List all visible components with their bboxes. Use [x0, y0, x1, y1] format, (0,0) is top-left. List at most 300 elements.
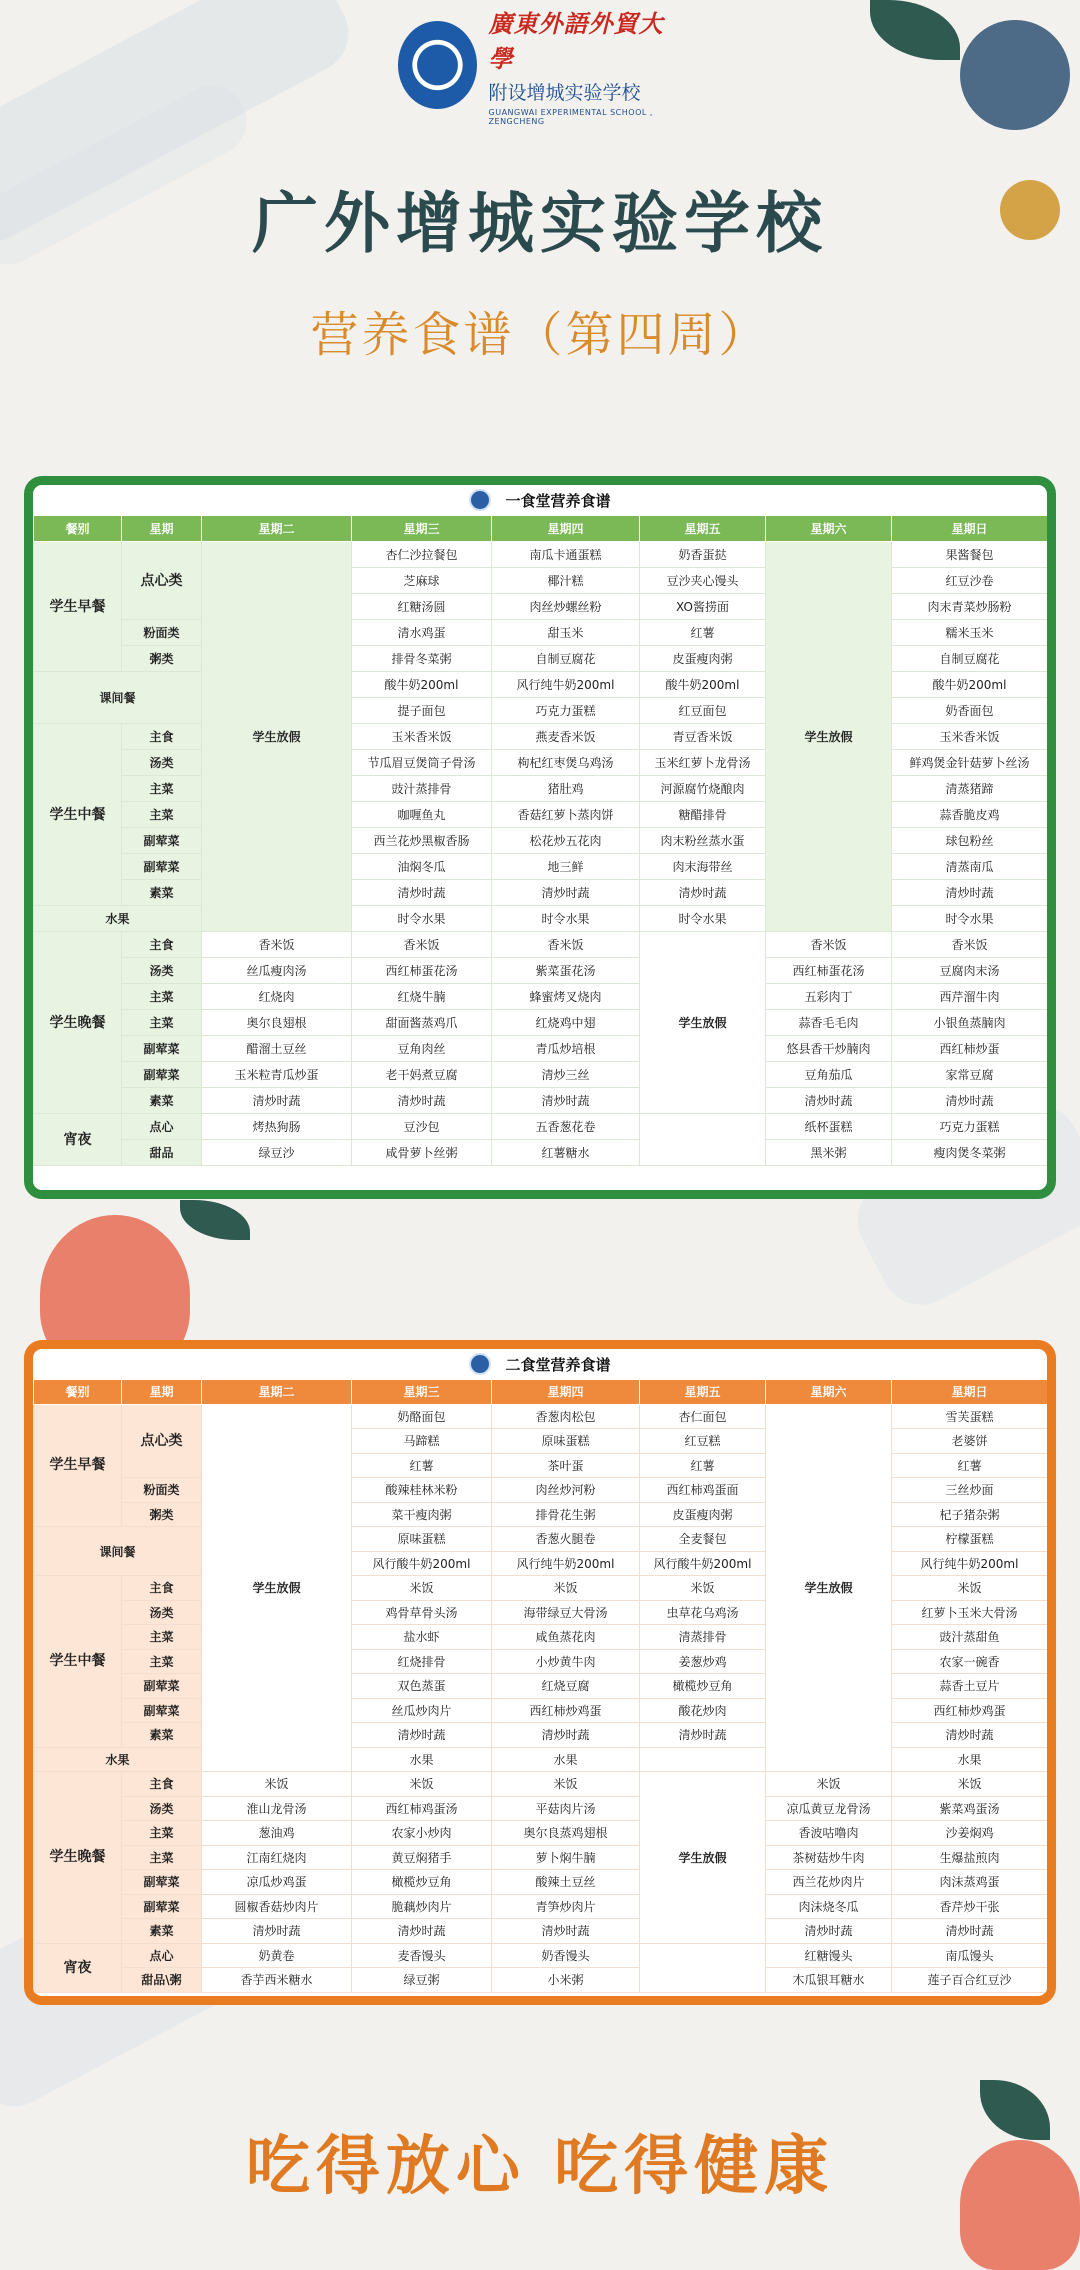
- menu-cell: 原味蛋糕: [352, 1527, 492, 1552]
- table-row: [34, 1968, 1048, 1993]
- menu-cell: 双色蒸蛋: [352, 1674, 492, 1699]
- school-name-block: [489, 4, 688, 126]
- menu-cell: 米饭: [352, 1576, 492, 1601]
- menu-cell: 时令水果: [492, 906, 640, 932]
- menu-cell: 姜葱炒鸡: [640, 1649, 766, 1674]
- menu-cell: 小炒黄牛肉: [492, 1649, 640, 1674]
- menu-cell: 盐水虾: [352, 1625, 492, 1650]
- menu-cell: 老婆饼: [892, 1429, 1048, 1454]
- menu-cell: 酸辣桂林米粉: [352, 1478, 492, 1503]
- menu-cell: 清炒时蔬: [640, 1723, 766, 1748]
- menu-cell: 豆角茄瓜: [766, 1062, 892, 1088]
- table-row: [34, 1747, 1048, 1772]
- menu-cell: 葱油鸡: [202, 1821, 352, 1846]
- canteen2-menu-card: [24, 1340, 1056, 2005]
- header-cell: 星期日: [892, 516, 1048, 542]
- slogan: 吃得放心 吃得健康: [245, 2130, 835, 2204]
- category-label: 素菜: [122, 1919, 202, 1944]
- menu-cell: 紫菜鸡蛋汤: [892, 1796, 1048, 1821]
- category-label: 点心: [122, 1943, 202, 1968]
- canteen1-title-bar: [33, 485, 1047, 515]
- menu-cell: 莲子百合红豆沙: [892, 1968, 1048, 1993]
- table-row: [34, 1478, 1048, 1503]
- menu-cell: 米饭: [352, 1772, 492, 1797]
- table-row: [34, 1894, 1048, 1919]
- school-english-name: GUANGWAI EXPERIMENTAL SCHOOL , ZENGCHENG: [488, 108, 653, 126]
- table-row: [34, 1600, 1048, 1625]
- category-label: 主菜: [122, 802, 202, 828]
- canteen1-menu-card: [24, 476, 1056, 1199]
- menu-cell: 红烧排骨: [352, 1649, 492, 1674]
- table-row: [34, 1062, 1048, 1088]
- menu-cell: 红烧牛腩: [352, 984, 492, 1010]
- menu-cell: 香葱肉松包: [492, 1404, 640, 1429]
- menu-cell: 提子面包: [352, 698, 492, 724]
- menu-cell: 农家小炒肉: [352, 1821, 492, 1846]
- menu-cell: 绿豆粥: [352, 1968, 492, 1993]
- menu-cell: 清蒸猪蹄: [892, 776, 1048, 802]
- menu-cell: 西红柿鸡蛋汤: [352, 1796, 492, 1821]
- menu-cell: 玉米红萝卜龙骨汤: [640, 750, 766, 776]
- table-row: [34, 1404, 1048, 1429]
- menu-cell: 柠檬蛋糕: [892, 1527, 1048, 1552]
- menu-cell: 农家一碗香: [892, 1649, 1048, 1674]
- school-logo: [398, 9, 688, 126]
- menu-cell: 五彩肉丁: [766, 984, 892, 1010]
- page-subtitle: 营养食谱（第四周）: [310, 307, 770, 363]
- menu-cell: 西红柿炒蛋: [892, 1036, 1048, 1062]
- category-label: 素菜: [122, 1723, 202, 1748]
- section-label: 课间餐: [34, 1527, 202, 1576]
- table-row: [34, 802, 1048, 828]
- menu-cell: 西红柿炒鸡蛋: [892, 1698, 1048, 1723]
- menu-cell: 玉米香米饭: [352, 724, 492, 750]
- menu-cell: 茶树菇炒牛肉: [766, 1845, 892, 1870]
- menu-cell: 木瓜银耳糖水: [766, 1968, 892, 1993]
- header-cell: 星期二: [202, 516, 352, 542]
- category-label: 点心: [122, 1114, 202, 1140]
- menu-cell: 西红柿炒鸡蛋: [492, 1698, 640, 1723]
- header-cell: 星期三: [352, 516, 492, 542]
- page-title: 广外增城实验学校: [252, 185, 828, 262]
- menu-cell: 蒜香土豆片: [892, 1674, 1048, 1699]
- decor-leaf-shape: [870, 0, 960, 60]
- menu-cell: 香菇红萝卜蒸肉饼: [492, 802, 640, 828]
- school-emblem-icon: [469, 489, 491, 511]
- table-row: [34, 1502, 1048, 1527]
- table-row: [34, 724, 1048, 750]
- category-label: 汤类: [122, 750, 202, 776]
- table-row: [34, 984, 1048, 1010]
- menu-cell: 麦香馒头: [352, 1943, 492, 1968]
- menu-cell: 虫草花乌鸡汤: [640, 1600, 766, 1625]
- menu-cell: 清炒时蔬: [892, 1088, 1048, 1114]
- menu-cell: 鲜鸡煲金针菇萝卜丝汤: [892, 750, 1048, 776]
- table-row: [34, 542, 1048, 568]
- category-label: 甜品\粥: [122, 1968, 202, 1993]
- category-label: 主食: [122, 1576, 202, 1601]
- menu-cell: 酸辣土豆丝: [492, 1870, 640, 1895]
- table-row: [34, 620, 1048, 646]
- menu-cell: 红糖馒头: [766, 1943, 892, 1968]
- menu-cell: 老干妈煮豆腐: [352, 1062, 492, 1088]
- menu-cell: 红烧肉: [202, 984, 352, 1010]
- menu-cell: 皮蛋瘦肉粥: [640, 1502, 766, 1527]
- menu-cell: 香米饭: [352, 932, 492, 958]
- canteen1-menu-table: [33, 515, 1047, 1166]
- school-subtitle: 附设增城实验学校: [488, 82, 641, 104]
- menu-cell: 西红柿蛋花汤: [352, 958, 492, 984]
- menu-cell: 甜玉米: [492, 620, 640, 646]
- menu-cell: 甜面酱蒸鸡爪: [352, 1010, 492, 1036]
- table-row: [34, 776, 1048, 802]
- table-header-row: [34, 1380, 1048, 1405]
- category-label: 粥类: [122, 646, 202, 672]
- day-off-cell: 学生放假: [202, 1404, 352, 1772]
- menu-cell: 丝瓜瘦肉汤: [202, 958, 352, 984]
- header-cell: 星期: [122, 516, 202, 542]
- menu-cell: 酸牛奶200ml: [640, 672, 766, 698]
- canteen2-title-bar: [33, 1349, 1047, 1379]
- menu-cell: 肉沫蒸鸡蛋: [892, 1870, 1048, 1895]
- menu-cell: 豆角肉丝: [352, 1036, 492, 1062]
- category-label: 副荤菜: [122, 1870, 202, 1895]
- header-cell: 星期六: [766, 1380, 892, 1405]
- menu-cell: 丝瓜炒肉片: [352, 1698, 492, 1723]
- menu-cell: 红薯糖水: [492, 1140, 640, 1166]
- menu-cell: 肉末海带丝: [640, 854, 766, 880]
- menu-cell: 清炒时蔬: [492, 1919, 640, 1944]
- menu-cell: 清炒时蔬: [766, 1919, 892, 1944]
- menu-cell: 球包粉丝: [892, 828, 1048, 854]
- menu-cell: 生爆盐煎肉: [892, 1845, 1048, 1870]
- table-row: [34, 1698, 1048, 1723]
- menu-cell: 咸鱼蒸花肉: [492, 1625, 640, 1650]
- menu-cell: 米饭: [492, 1772, 640, 1797]
- menu-cell: 海带绿豆大骨汤: [492, 1600, 640, 1625]
- menu-cell: 红烧鸡中翅: [492, 1010, 640, 1036]
- category-label: 粥类: [122, 1502, 202, 1527]
- table-row: [34, 646, 1048, 672]
- section-label: 水果: [34, 906, 202, 932]
- menu-cell: 芝麻球: [352, 568, 492, 594]
- section-label: 学生早餐: [34, 1404, 122, 1527]
- menu-cell: 糯米玉米: [892, 620, 1048, 646]
- menu-cell: 红糖汤圆: [352, 594, 492, 620]
- header-cell: 星期日: [892, 1380, 1048, 1405]
- menu-cell: 蜂蜜烤叉烧肉: [492, 984, 640, 1010]
- menu-cell: 米饭: [892, 1576, 1048, 1601]
- category-label: 主食: [122, 932, 202, 958]
- menu-cell: 米饭: [640, 1576, 766, 1601]
- day-off-cell: 学生放假: [640, 1772, 766, 1944]
- menu-cell: 清炒时蔬: [492, 1723, 640, 1748]
- menu-cell: 清炒时蔬: [202, 1919, 352, 1944]
- table-row: [34, 672, 1048, 698]
- table-row: [34, 1036, 1048, 1062]
- section-label: 课间餐: [34, 672, 202, 724]
- menu-cell: 香葱火腿卷: [492, 1527, 640, 1552]
- table-header-row: [34, 516, 1048, 542]
- menu-cell: 红薯: [640, 620, 766, 646]
- category-label: 粉面类: [122, 1478, 202, 1503]
- header-cell: 星期四: [492, 1380, 640, 1405]
- menu-cell: 米饭: [492, 1576, 640, 1601]
- header-cell: 星期: [122, 1380, 202, 1405]
- menu-cell: 肉沫烧冬瓜: [766, 1894, 892, 1919]
- menu-cell: 江南红烧肉: [202, 1845, 352, 1870]
- category-label: 汤类: [122, 958, 202, 984]
- table-row: [34, 1845, 1048, 1870]
- category-label: 主食: [122, 724, 202, 750]
- menu-cell: 香米饭: [492, 932, 640, 958]
- section-label: 学生早餐: [34, 542, 122, 672]
- menu-cell: 马蹄糕: [352, 1429, 492, 1454]
- table-row: [34, 906, 1048, 932]
- menu-cell: 悠县香干炒腩肉: [766, 1036, 892, 1062]
- menu-cell: 玉米粒青瓜炒蛋: [202, 1062, 352, 1088]
- menu-cell: 南瓜馒头: [892, 1943, 1048, 1968]
- menu-cell: 米饭: [766, 1772, 892, 1797]
- menu-cell: 红薯: [640, 1453, 766, 1478]
- table-row: [34, 854, 1048, 880]
- menu-cell: 家常豆腐: [892, 1062, 1048, 1088]
- category-label: 主菜: [122, 776, 202, 802]
- university-name: 廣東外語外貿大學: [488, 9, 664, 73]
- menu-cell: 青豆香米饭: [640, 724, 766, 750]
- menu-cell: 排骨花生粥: [492, 1502, 640, 1527]
- menu-cell: 肉末粉丝蒸水蛋: [640, 828, 766, 854]
- category-label: 副荤菜: [122, 854, 202, 880]
- table-row: [34, 1114, 1048, 1140]
- category-label: 副荤菜: [122, 1674, 202, 1699]
- menu-cell: 果酱餐包: [892, 542, 1048, 568]
- menu-cell: 清炒时蔬: [352, 880, 492, 906]
- menu-cell: 咖喱鱼丸: [352, 802, 492, 828]
- menu-cell: 奶香面包: [892, 698, 1048, 724]
- menu-cell: 红萝卜玉米大骨汤: [892, 1600, 1048, 1625]
- table-row: [34, 1796, 1048, 1821]
- menu-cell: 奥尔良翅根: [202, 1010, 352, 1036]
- header-cell: 星期五: [640, 1380, 766, 1405]
- menu-cell: 风行纯牛奶200ml: [892, 1551, 1048, 1576]
- menu-cell: 西兰花炒黑椒香肠: [352, 828, 492, 854]
- category-label: 粉面类: [122, 620, 202, 646]
- category-label: 主菜: [122, 1649, 202, 1674]
- table-row: [34, 828, 1048, 854]
- category-label: 副荤菜: [122, 1698, 202, 1723]
- category-label: 主菜: [122, 1821, 202, 1846]
- menu-cell: 菜干瘦肉粥: [352, 1502, 492, 1527]
- menu-cell: XO酱捞面: [640, 594, 766, 620]
- menu-cell: 油焖冬瓜: [352, 854, 492, 880]
- section-label: 学生晚餐: [34, 1772, 122, 1944]
- table-row: [34, 1821, 1048, 1846]
- menu-cell: 清炒时蔬: [352, 1088, 492, 1114]
- section-label: 学生中餐: [34, 1576, 122, 1748]
- menu-cell: 玉米香米饭: [892, 724, 1048, 750]
- menu-cell: 时令水果: [352, 906, 492, 932]
- category-label: 甜品: [122, 1140, 202, 1166]
- empty-cell: [640, 1943, 766, 1992]
- menu-cell: 清炒时蔬: [892, 1723, 1048, 1748]
- menu-cell: 豆腐肉末汤: [892, 958, 1048, 984]
- table-row: [34, 932, 1048, 958]
- menu-cell: 枸杞红枣煲乌鸡汤: [492, 750, 640, 776]
- menu-cell: 橄榄炒豆角: [640, 1674, 766, 1699]
- menu-cell: 奶黄卷: [202, 1943, 352, 1968]
- menu-cell: 奥尔良蒸鸡翅根: [492, 1821, 640, 1846]
- menu-cell: 香米饭: [892, 932, 1048, 958]
- table-row: [34, 958, 1048, 984]
- category-label: 点心类: [122, 542, 202, 620]
- section-label: 学生中餐: [34, 724, 122, 906]
- table-row: [34, 1527, 1048, 1552]
- menu-cell: 沙姜焖鸡: [892, 1821, 1048, 1846]
- menu-cell: 萝卜焖牛腩: [492, 1845, 640, 1870]
- table-row: [34, 1625, 1048, 1650]
- menu-cell: 肉丝炒螺丝粉: [492, 594, 640, 620]
- menu-cell: 平菇肉片汤: [492, 1796, 640, 1821]
- menu-cell: 奶香馒头: [492, 1943, 640, 1968]
- category-label: 主菜: [122, 1010, 202, 1036]
- day-off-cell: 学生放假: [640, 932, 766, 1114]
- menu-cell: 米饭: [202, 1772, 352, 1797]
- menu-cell: 清炒时蔬: [352, 1723, 492, 1748]
- menu-cell: 杞子猪杂粥: [892, 1502, 1048, 1527]
- menu-cell: 小米粥: [492, 1968, 640, 1993]
- menu-cell: 燕麦香米饭: [492, 724, 640, 750]
- header-cell: 星期五: [640, 516, 766, 542]
- menu-cell: 香米饭: [202, 932, 352, 958]
- day-off-cell: 学生放假: [202, 542, 352, 932]
- menu-cell: 椰汁糕: [492, 568, 640, 594]
- menu-cell: 皮蛋瘦肉粥: [640, 646, 766, 672]
- menu-cell: 时令水果: [892, 906, 1048, 932]
- menu-cell: 红薯: [892, 1453, 1048, 1478]
- menu-cell: 清炒时蔬: [352, 1919, 492, 1944]
- menu-cell: 青瓜炒培根: [492, 1036, 640, 1062]
- category-label: 副荤菜: [122, 828, 202, 854]
- header-cell: 星期四: [492, 516, 640, 542]
- menu-cell: 小银鱼蒸腩肉: [892, 1010, 1048, 1036]
- canteen1-title: 一食堂营养食谱: [505, 491, 611, 510]
- menu-cell: 西兰花炒肉片: [766, 1870, 892, 1895]
- menu-cell: 清炒时蔬: [492, 880, 640, 906]
- menu-cell: 香米饭: [766, 932, 892, 958]
- menu-cell: 原味蛋糕: [492, 1429, 640, 1454]
- menu-cell: 橄榄炒豆角: [352, 1870, 492, 1895]
- menu-cell: 西红柿蛋花汤: [766, 958, 892, 984]
- menu-cell: 绿豆沙: [202, 1140, 352, 1166]
- menu-cell: 奶酪面包: [352, 1404, 492, 1429]
- menu-cell: 巧克力蛋糕: [892, 1114, 1048, 1140]
- menu-cell: 巧克力蛋糕: [492, 698, 640, 724]
- empty-cell: [640, 1114, 766, 1166]
- menu-cell: 杏仁沙拉餐包: [352, 542, 492, 568]
- menu-cell: 圆椒香菇炒肉片: [202, 1894, 352, 1919]
- menu-cell: 风行纯牛奶200ml: [492, 1551, 640, 1576]
- menu-cell: 水果: [352, 1747, 492, 1772]
- header-cell: 餐别: [34, 1380, 122, 1405]
- menu-cell: 米饭: [892, 1772, 1048, 1797]
- menu-cell: 水果: [492, 1747, 640, 1772]
- table-row: [34, 1723, 1048, 1748]
- menu-cell: 香芋西米糖水: [202, 1968, 352, 1993]
- table-row: [34, 750, 1048, 776]
- menu-cell: 杏仁面包: [640, 1404, 766, 1429]
- table-row: [34, 1140, 1048, 1166]
- table-row: [34, 1674, 1048, 1699]
- day-off-cell: 学生放假: [766, 1404, 892, 1772]
- menu-cell: 黄豆焖猪手: [352, 1845, 492, 1870]
- menu-cell: 瘦肉煲冬菜粥: [892, 1140, 1048, 1166]
- day-off-cell: 学生放假: [766, 542, 892, 932]
- table-row: [34, 1870, 1048, 1895]
- school-emblem-icon: [398, 21, 477, 109]
- menu-cell: 蒜香毛毛肉: [766, 1010, 892, 1036]
- table-row: [34, 880, 1048, 906]
- category-label: 主菜: [122, 1625, 202, 1650]
- menu-cell: 奶香蛋挞: [640, 542, 766, 568]
- menu-cell: 清炒三丝: [492, 1062, 640, 1088]
- menu-cell: 淮山龙骨汤: [202, 1796, 352, 1821]
- category-label: 副荤菜: [122, 1062, 202, 1088]
- menu-cell: 红豆糕: [640, 1429, 766, 1454]
- table-row: [34, 1576, 1048, 1601]
- category-label: 汤类: [122, 1600, 202, 1625]
- section-label: 水果: [34, 1747, 202, 1772]
- section-label: 宵夜: [34, 1943, 122, 1992]
- menu-cell: 鸡骨草骨头汤: [352, 1600, 492, 1625]
- empty-cell: [640, 1747, 766, 1772]
- menu-cell: 纸杯蛋糕: [766, 1114, 892, 1140]
- menu-cell: 酸花炒肉: [640, 1698, 766, 1723]
- menu-cell: 红薯: [352, 1453, 492, 1478]
- decor-flower-shape: [960, 20, 1070, 130]
- table-row: [34, 1772, 1048, 1797]
- menu-cell: 风行酸牛奶200ml: [352, 1551, 492, 1576]
- menu-cell: 醋溜土豆丝: [202, 1036, 352, 1062]
- menu-cell: 排骨冬菜粥: [352, 646, 492, 672]
- decor-leaf-shape: [180, 1200, 250, 1240]
- menu-cell: 三丝炒面: [892, 1478, 1048, 1503]
- menu-cell: 蒜香脆皮鸡: [892, 802, 1048, 828]
- menu-cell: 清炒时蔬: [202, 1088, 352, 1114]
- category-label: 素菜: [122, 880, 202, 906]
- menu-cell: 糖醋排骨: [640, 802, 766, 828]
- menu-cell: 西芹溜牛肉: [892, 984, 1048, 1010]
- canteen2-title: 二食堂营养食谱: [505, 1355, 611, 1374]
- menu-cell: 豆沙夹心馒头: [640, 568, 766, 594]
- menu-cell: 时令水果: [640, 906, 766, 932]
- menu-cell: 清炒时蔬: [492, 1088, 640, 1114]
- menu-cell: 凉瓜炒鸡蛋: [202, 1870, 352, 1895]
- category-label: 副荤菜: [122, 1894, 202, 1919]
- menu-cell: 酸牛奶200ml: [892, 672, 1048, 698]
- table-row: [34, 1088, 1048, 1114]
- menu-cell: 脆藕炒肉片: [352, 1894, 492, 1919]
- section-label: 宵夜: [34, 1114, 122, 1166]
- section-label: 学生晚餐: [34, 932, 122, 1114]
- table-row: [34, 1943, 1048, 1968]
- header-cell: 星期六: [766, 516, 892, 542]
- menu-cell: 豆沙包: [352, 1114, 492, 1140]
- category-label: 副荤菜: [122, 1036, 202, 1062]
- menu-cell: 茶叶蛋: [492, 1453, 640, 1478]
- menu-cell: 红豆沙卷: [892, 568, 1048, 594]
- menu-cell: 地三鲜: [492, 854, 640, 880]
